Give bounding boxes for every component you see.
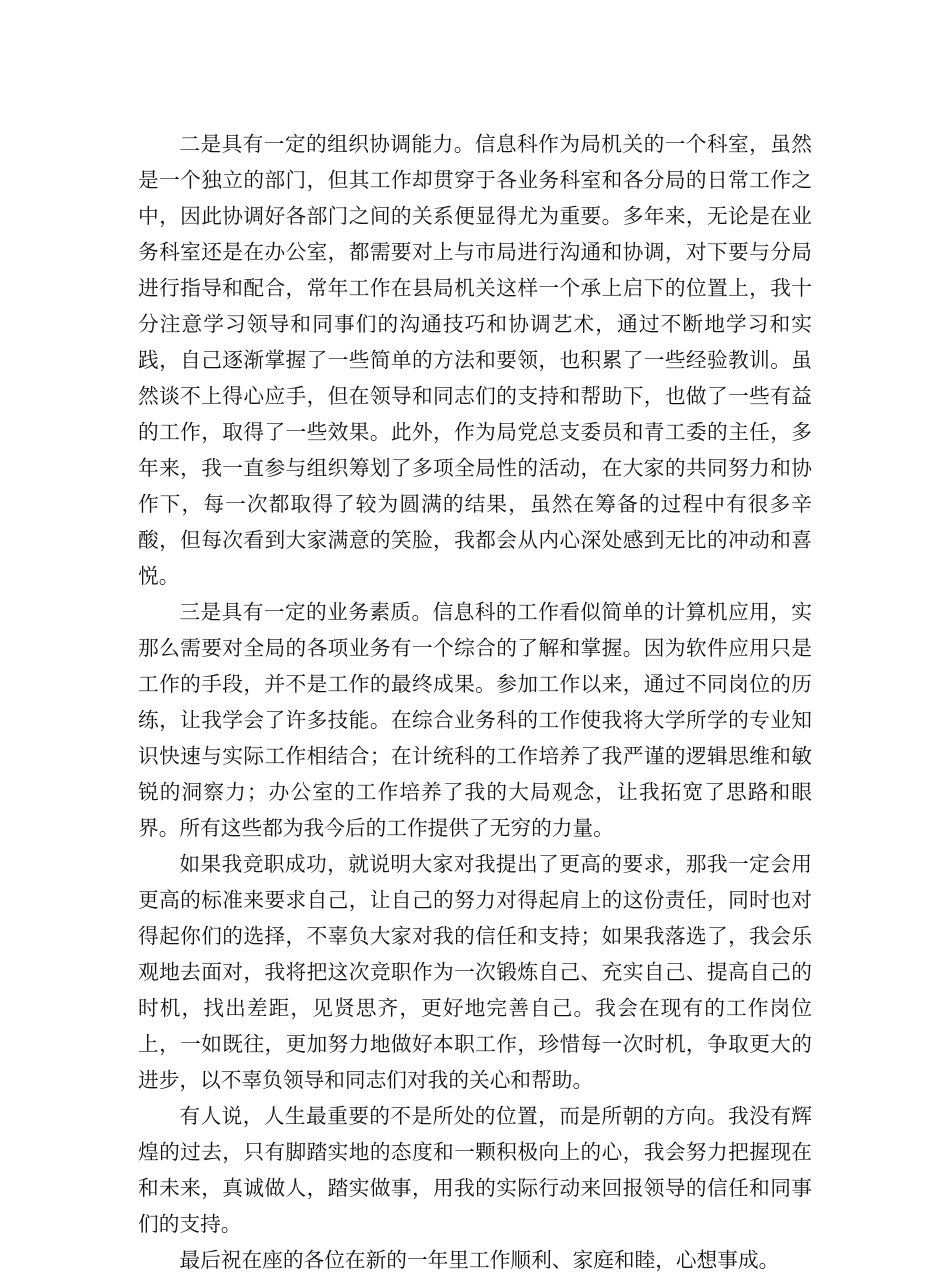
paragraph-success-or-failure: 如果我竞职成功，就说明大家对我提出了更高的要求，那我一定会用更高的标准来要求自己，让自己的努力对得起肩上的这份责任，同时也对得起你们的选择，不辜负大家对我的信任和支持；如果我落选了，我会乐观地去面对，我将把这次竞职作为一次锻炼自己、充实自己、提高自己的时机，找出差距，见贤思齐，更好地完善自己。我会在现有的工作岗位上，一如既往，更加努力地做好本职工作，珍惜每一次时机，争取更大的进步，以不辜负领导和同志们对我的关心和帮助。 (138, 852, 812, 1092)
document-body (138, 126, 812, 1278)
paragraph-business-quality: 三是具有一定的业务素质。信息科的工作看似简单的计算机应用，实那么需要对全局的各项业务有一个综合的了解和掌握。因为软件应用只是工作的手段，并不是工作的最终成果。参加工作以来，通过不同岗位的历练，让我学会了许多技能。在综合业务科的工作使我将大学所学的专业知识快速与实际工作相结合；在计统科的工作培养了我严谨的逻辑思维和敏锐的洞察力；办公室的工作培养了我的大局观念，让我拓宽了思路和眼界。所有这些都为我今后的工作提供了无穷的力量。 (138, 600, 812, 840)
paragraph-life-direction: 有人说，人生最重要的不是所处的位置，而是所朝的方向。我没有辉煌的过去，只有脚踏实地的态度和一颗积极向上的心，我会努力把握现在和未来，真诚做人，踏实做事，用我的实际行动来回报领导的信任和同事们的支持。 (138, 1104, 812, 1236)
paragraph-closing-wishes: 最后祝在座的各位在新的一年里工作顺利、家庭和睦，心想事成。 (179, 1248, 780, 1272)
paragraph-organization-skills: 二是具有一定的组织协调能力。信息科作为局机关的一个科室，虽然是一个独立的部门，但其工作却贯穿于各业务科室和各分局的日常工作之中，因此协调好各部门之间的关系便显得尤为重要。多年来，无论是在业务科室还是在办公室，都需要对上与市局进行沟通和协调，对下要与分局进行指导和配合，常年工作在县局机关这样一个承上启下的位置上，我十分注意学习领导和同事们的沟通技巧和协调艺术，通过不断地学习和实践，自己逐渐掌握了一些简单的方法和要领，也积累了一些经验教训。虽然谈不上得心应手，但在领导和同志们的支持和帮助下，也做了一些有益的工作，取得了一些效果。此外，作为局党总支委员和青工委的主任，多年来，我一直参与组织筹划了多项全局性的活动，在大家的共同努力和协作下，每一次都取得了较为圆满的结果，虽然在筹备的过程中有很多辛酸，但每次看到大家满意的笑脸，我都会从内心深处感到无比的冲动和喜悦。 (138, 132, 812, 588)
